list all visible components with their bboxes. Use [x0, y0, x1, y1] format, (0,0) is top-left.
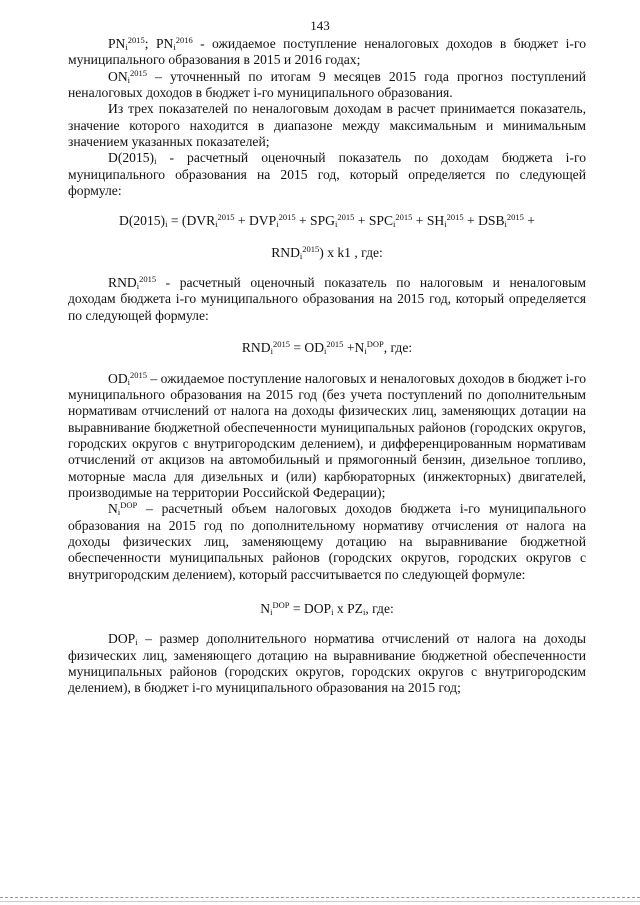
subscript: i — [276, 219, 279, 230]
paragraph-ndop-definition — [68, 501, 586, 583]
formula-term: , где: — [365, 600, 394, 616]
page-bottom-divider — [0, 897, 640, 899]
page-bottom-edge — [0, 901, 640, 903]
formula-term: D(2015) — [119, 213, 166, 229]
subscript: i — [127, 376, 131, 387]
formula-d2015-line1 — [68, 213, 586, 229]
symbol-pn: ; PN — [144, 36, 174, 51]
subscript: i — [136, 281, 140, 292]
symbol-pn: PN — [108, 36, 126, 51]
formula-ndop — [68, 601, 586, 617]
superscript: 2015 — [272, 339, 290, 350]
document-body — [68, 36, 586, 697]
superscript: 2015 — [506, 212, 524, 223]
superscript: 2015 — [278, 212, 296, 223]
superscript: DOP — [272, 599, 290, 610]
superscript: DOP — [366, 339, 384, 350]
subscript: i — [125, 42, 128, 52]
superscript: 2015 — [446, 212, 464, 223]
paragraph-text: - расчетный оценочный показатель по доходам бюджета i-го муниципального образования на 2015 год, который определяется по следующей формуле: — [68, 150, 586, 199]
paragraph-d2015-definition — [68, 150, 586, 199]
formula-term: + SPG — [295, 213, 335, 229]
paragraph-pn-definition — [68, 36, 586, 69]
superscript: 2015 — [127, 35, 145, 45]
subscript: i — [393, 219, 396, 230]
paragraph-text: – ожидаемое поступление налоговых и неналоговых доходов в бюджет i-го муниципального образования на 2015 год (без учета поступлений по дополнительным нормативам отчислений от налога на доходы физических лиц, заменяющих дотации на выравнивание бюджетной обеспеченности муниципальных районов (городских округов, городских округов с внутригородским делением), и дифференцированным нормативам отчислений от акцизов на автомобильный и прямогонный бензин, дизельное топливо, моторные масла для дизельных и (или) карбюраторных (инжекторных) двигателей, производимые на территории Российской Федерации); — [68, 370, 586, 500]
subscript: i — [270, 346, 273, 357]
paragraph-dop-definition — [68, 631, 586, 696]
paragraph-text: – уточненный по итогам 9 месяцев 2015 года прогноз поступлений неналоговых доходов в бюджет i-го муниципального образования. — [68, 68, 586, 101]
formula-d2015-line2 — [68, 245, 586, 261]
superscript: 2015 — [395, 212, 413, 223]
formula-term: + — [523, 213, 535, 229]
formula-term: = OD — [289, 340, 325, 356]
formula-term: , где: — [383, 340, 413, 356]
subscript: i — [165, 219, 168, 230]
formula-term: + SH — [412, 213, 445, 229]
subscript: i — [331, 606, 334, 617]
symbol-on: ON — [108, 68, 128, 84]
paragraph-text: Из трех показателей по неналоговым доходам в расчет принимается показатель, значение которого находится в диапазоне между максимальным и минимальным значением указанных показателей; — [68, 101, 586, 150]
superscript: 2015 — [302, 243, 320, 254]
paragraph-text: – расчетный объем налоговых доходов бюджета i-го муниципального образования на 2015 год по дополнительному нормативу отчисления от налога на доходы физических лиц, заменяющему дотацию на выравнивание бюджетной обеспеченности муниципальных районов (городских округов, городских округов с внутригородским делением), который рассчитывается по следующей формуле: — [68, 501, 586, 582]
formula-term: N — [260, 600, 271, 616]
formula-term: + DVP — [234, 213, 277, 229]
superscript: 2015 — [326, 339, 344, 350]
symbol-rnd: RND — [108, 275, 137, 291]
formula-term: = (DVR — [167, 213, 216, 229]
subscript: i — [135, 637, 138, 648]
paragraph-od-definition — [68, 371, 586, 502]
subscript: i — [173, 42, 176, 52]
superscript: 2015 — [139, 274, 157, 285]
paragraph-rnd-definition — [68, 275, 586, 324]
formula-term: RND — [271, 244, 300, 260]
symbol-dop: DOP — [108, 631, 136, 647]
subscript: i — [270, 606, 273, 617]
subscript: i — [215, 219, 218, 230]
superscript: DOP — [120, 500, 138, 511]
subscript: i — [324, 346, 327, 357]
symbol-od: OD — [108, 370, 128, 386]
superscript: 2015 — [337, 212, 355, 223]
subscript: i — [154, 156, 157, 167]
superscript: 2016 — [175, 35, 193, 45]
superscript: 2015 — [217, 212, 235, 223]
paragraph-text: - расчетный оценочный показатель по налоговым и неналоговым доходам бюджета i-го муниципального образования на 2015 год, который определяется по следующей формуле: — [68, 275, 586, 323]
formula-term: RND — [241, 340, 271, 356]
symbol-ndop: N — [108, 501, 118, 517]
formula-term: x PZ — [333, 600, 363, 616]
symbol-d2015: D(2015) — [108, 150, 155, 166]
superscript: 2015 — [130, 67, 148, 78]
paragraph-on-definition — [68, 69, 586, 102]
formula-term: + DSB — [463, 213, 505, 229]
subscript: i — [334, 219, 338, 230]
formula-term: ) x k1 , где: — [319, 244, 383, 260]
subscript: i — [444, 219, 447, 230]
formula-term: +N — [343, 340, 365, 356]
paragraph-selection-rule — [68, 101, 586, 150]
subscript: i — [299, 250, 303, 261]
page-number: 143 — [310, 18, 330, 33]
subscript: i — [504, 219, 507, 230]
formula-rnd — [68, 340, 586, 356]
paragraph-text: - ожидаемое поступление неналоговых доходов в бюджет i-го муниципального образования в 2015 и 2016 годах; — [68, 36, 586, 68]
subscript: i — [127, 74, 131, 85]
formula-term: = DOP — [289, 600, 332, 616]
superscript: 2015 — [130, 369, 148, 380]
subscript: i — [117, 507, 121, 518]
formula-term: + SPC — [354, 213, 394, 229]
subscript: i — [362, 606, 366, 617]
subscript: i — [364, 346, 367, 357]
paragraph-text: – размер дополнительного норматива отчислений от налога на доходы физических лиц, заменяющего дотацию на выравнивание бюджетной обеспеченности муниципальных районов (городских округов, городских округов с внутригородским делением), в бюджет i-го муниципального образования на 2015 год; — [68, 631, 586, 696]
